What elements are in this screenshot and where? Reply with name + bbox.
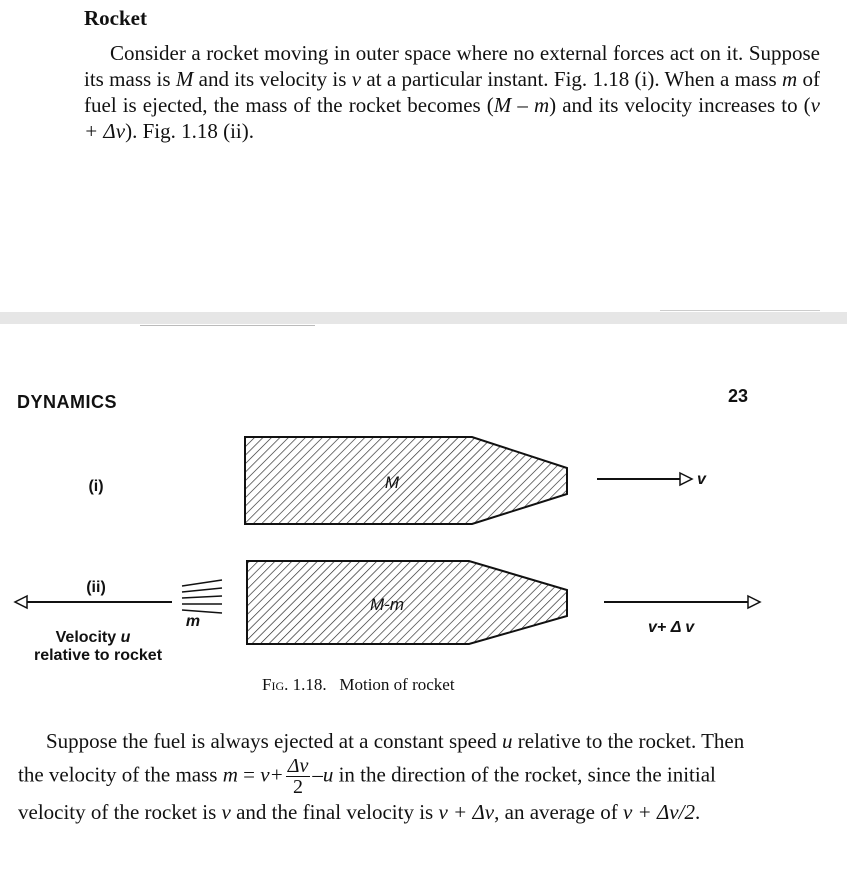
rocket-body-i <box>245 437 567 524</box>
label-i: (i) <box>88 478 104 495</box>
section-heading: Rocket <box>84 6 147 30</box>
math-var: m <box>222 762 238 787</box>
running-head: DYNAMICS <box>17 392 118 412</box>
math-expr: v + Δv <box>438 800 495 824</box>
math-var: v <box>351 67 362 91</box>
math-expr: M – m <box>493 93 550 117</box>
fraction <box>286 756 311 797</box>
math-expr: v + Δv/2 <box>622 800 695 824</box>
velocity-label-ii: v+ Δ v <box>648 619 695 636</box>
velocity-label-i: v <box>697 471 706 488</box>
text-span: . <box>694 800 701 824</box>
text-span: and its velocity is <box>193 67 352 91</box>
fuel-mass-label: m <box>185 613 201 630</box>
rocket-figure <box>0 420 847 670</box>
exhaust-label-var: u <box>120 629 131 646</box>
mass-label-i: M <box>384 473 400 492</box>
text-span: ) and its velocity increases to ( <box>549 93 811 117</box>
page-number: 23 <box>728 386 749 406</box>
caption-title: Motion of rocket <box>339 675 455 694</box>
rocket-body-ii <box>247 561 567 644</box>
label-ii: (ii) <box>86 579 106 596</box>
math-var: v <box>221 800 231 824</box>
math-expr: –u <box>312 762 334 787</box>
math-expr: v+ <box>260 762 284 787</box>
text-span: at a particular instant. Fig. 1.18 (i). When a mass <box>361 67 782 91</box>
math-expr: v + Δv <box>84 93 820 143</box>
figure-caption <box>262 675 455 695</box>
mass-label-ii: M-m <box>370 595 404 614</box>
text-span: relative to the rocket. Then the velocity of the mass <box>18 729 745 787</box>
text-span: = <box>237 762 261 787</box>
intro-paragraph <box>84 40 820 144</box>
page-break-divider <box>0 312 847 324</box>
exhaust-velocity-sublabel: relative to rocket <box>33 647 163 664</box>
text-span: , an average of <box>494 800 623 824</box>
arrowhead-icon <box>15 596 27 608</box>
math-var: m <box>782 67 798 91</box>
text-span: of fuel is ejected, the mass of the rocket becomes ( <box>84 67 820 117</box>
arrowhead-icon <box>748 596 760 608</box>
fraction-denominator: 2 <box>293 776 304 798</box>
math-var: M <box>175 67 194 91</box>
body-paragraph <box>18 726 754 827</box>
text-span: Suppose the fuel is always ejected at a constant speed <box>46 729 503 753</box>
text-span: ). Fig. 1.18 (ii). <box>125 119 254 143</box>
page-break-rule <box>660 310 820 311</box>
math-var: u <box>502 729 513 753</box>
fraction-numerator: Δv <box>287 755 309 777</box>
exhaust-label-text: Velocity <box>55 629 121 646</box>
text-span: Consider a rocket moving in outer space where no external forces act on it. Suppose its mass is <box>84 41 820 91</box>
caption-figure-number: Fig. 1.18. <box>262 675 327 694</box>
text-span: and the final velocity is <box>230 800 439 824</box>
text-span: in the direction of the rocket, since the initial velocity of the rocket is <box>18 762 716 824</box>
exhaust-velocity-label <box>56 629 131 646</box>
arrowhead-icon <box>680 473 692 485</box>
fuel-exhaust-lines <box>182 580 222 613</box>
page-break-rule <box>140 325 315 326</box>
